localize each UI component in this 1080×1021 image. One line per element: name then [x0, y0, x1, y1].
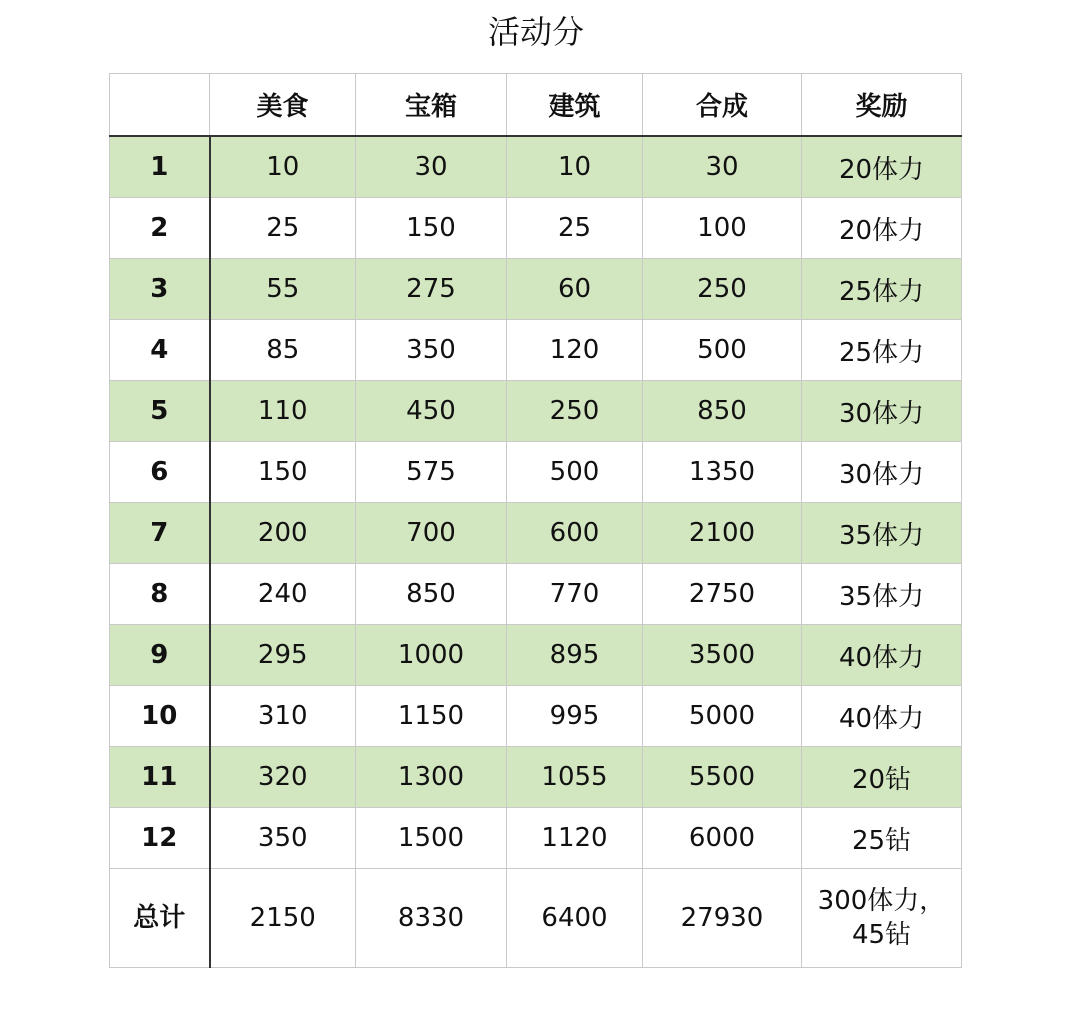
cell-treasure-chest: 700	[356, 503, 507, 564]
header-merge: 合成	[643, 74, 802, 137]
cell-reward: 30体力	[802, 381, 962, 442]
table-row	[110, 442, 962, 503]
cell-food: 200	[210, 503, 356, 564]
cell-merge: 5500	[643, 747, 802, 808]
cell-food: 295	[210, 625, 356, 686]
cell-treasure-chest: 850	[356, 564, 507, 625]
table-row	[110, 564, 962, 625]
cell-building: 895	[507, 625, 643, 686]
table-header-row	[110, 74, 962, 137]
cell-reward: 25体力	[802, 259, 962, 320]
cell-reward: 40体力	[802, 686, 962, 747]
total-treasure-chest: 8330	[356, 869, 507, 968]
total-building: 6400	[507, 869, 643, 968]
table-row	[110, 808, 962, 869]
table-row	[110, 747, 962, 808]
table-row	[110, 503, 962, 564]
cell-food: 85	[210, 320, 356, 381]
cell-reward: 40体力	[802, 625, 962, 686]
row-level-label: 11	[110, 747, 210, 808]
row-level-label: 5	[110, 381, 210, 442]
cell-merge: 1350	[643, 442, 802, 503]
header-food: 美食	[210, 74, 356, 137]
cell-treasure-chest: 350	[356, 320, 507, 381]
cell-food: 240	[210, 564, 356, 625]
row-level-label: 10	[110, 686, 210, 747]
cell-food: 25	[210, 198, 356, 259]
cell-food: 10	[210, 136, 356, 198]
table-row	[110, 381, 962, 442]
cell-merge: 850	[643, 381, 802, 442]
table-row	[110, 136, 962, 198]
cell-merge: 6000	[643, 808, 802, 869]
cell-merge: 3500	[643, 625, 802, 686]
cell-reward: 35体力	[802, 564, 962, 625]
cell-merge: 5000	[643, 686, 802, 747]
row-level-label: 8	[110, 564, 210, 625]
table-row	[110, 198, 962, 259]
cell-treasure-chest: 450	[356, 381, 507, 442]
cell-building: 60	[507, 259, 643, 320]
cell-merge: 2100	[643, 503, 802, 564]
cell-treasure-chest: 1500	[356, 808, 507, 869]
cell-merge: 30	[643, 136, 802, 198]
table-row	[110, 320, 962, 381]
cell-reward: 25钻	[802, 808, 962, 869]
cell-food: 55	[210, 259, 356, 320]
cell-reward: 30体力	[802, 442, 962, 503]
total-reward-line: 300体力，	[817, 886, 946, 916]
cell-reward: 25体力	[802, 320, 962, 381]
cell-food: 320	[210, 747, 356, 808]
row-level-label: 4	[110, 320, 210, 381]
cell-merge: 100	[643, 198, 802, 259]
cell-building: 25	[507, 198, 643, 259]
cell-treasure-chest: 1000	[356, 625, 507, 686]
cell-reward: 20钻	[802, 747, 962, 808]
cell-building: 1055	[507, 747, 643, 808]
cell-building: 600	[507, 503, 643, 564]
row-level-label: 7	[110, 503, 210, 564]
cell-food: 150	[210, 442, 356, 503]
cell-food: 310	[210, 686, 356, 747]
row-level-label: 2	[110, 198, 210, 259]
cell-merge: 250	[643, 259, 802, 320]
total-row	[110, 869, 962, 968]
header-reward: 奖励	[802, 74, 962, 137]
cell-reward: 20体力	[802, 198, 962, 259]
row-level-label: 12	[110, 808, 210, 869]
cell-reward: 20体力	[802, 136, 962, 198]
cell-building: 995	[507, 686, 643, 747]
total-reward-line: 45钻	[851, 920, 912, 950]
table-row	[110, 259, 962, 320]
cell-food: 110	[210, 381, 356, 442]
cell-building: 1120	[507, 808, 643, 869]
total-label: 总计	[110, 869, 210, 968]
row-level-label: 6	[110, 442, 210, 503]
cell-merge: 500	[643, 320, 802, 381]
table-row	[110, 686, 962, 747]
cell-building: 500	[507, 442, 643, 503]
cell-treasure-chest: 150	[356, 198, 507, 259]
cell-reward: 35体力	[802, 503, 962, 564]
header-corner	[110, 74, 210, 137]
total-reward	[802, 869, 962, 968]
cell-merge: 2750	[643, 564, 802, 625]
row-level-label: 1	[110, 136, 210, 198]
cell-food: 350	[210, 808, 356, 869]
cell-treasure-chest: 575	[356, 442, 507, 503]
cell-building: 120	[507, 320, 643, 381]
cell-building: 10	[507, 136, 643, 198]
table-row	[110, 625, 962, 686]
cell-treasure-chest: 1150	[356, 686, 507, 747]
header-treasure-chest: 宝箱	[356, 74, 507, 137]
cell-treasure-chest: 275	[356, 259, 507, 320]
cell-treasure-chest: 30	[356, 136, 507, 198]
row-level-label: 3	[110, 259, 210, 320]
header-building: 建筑	[507, 74, 643, 137]
page-title: 活动分	[487, 13, 584, 51]
cell-building: 250	[507, 381, 643, 442]
activity-score-table	[109, 73, 962, 968]
cell-building: 770	[507, 564, 643, 625]
row-level-label: 9	[110, 625, 210, 686]
total-food: 2150	[210, 869, 356, 968]
cell-treasure-chest: 1300	[356, 747, 507, 808]
total-merge: 27930	[643, 869, 802, 968]
